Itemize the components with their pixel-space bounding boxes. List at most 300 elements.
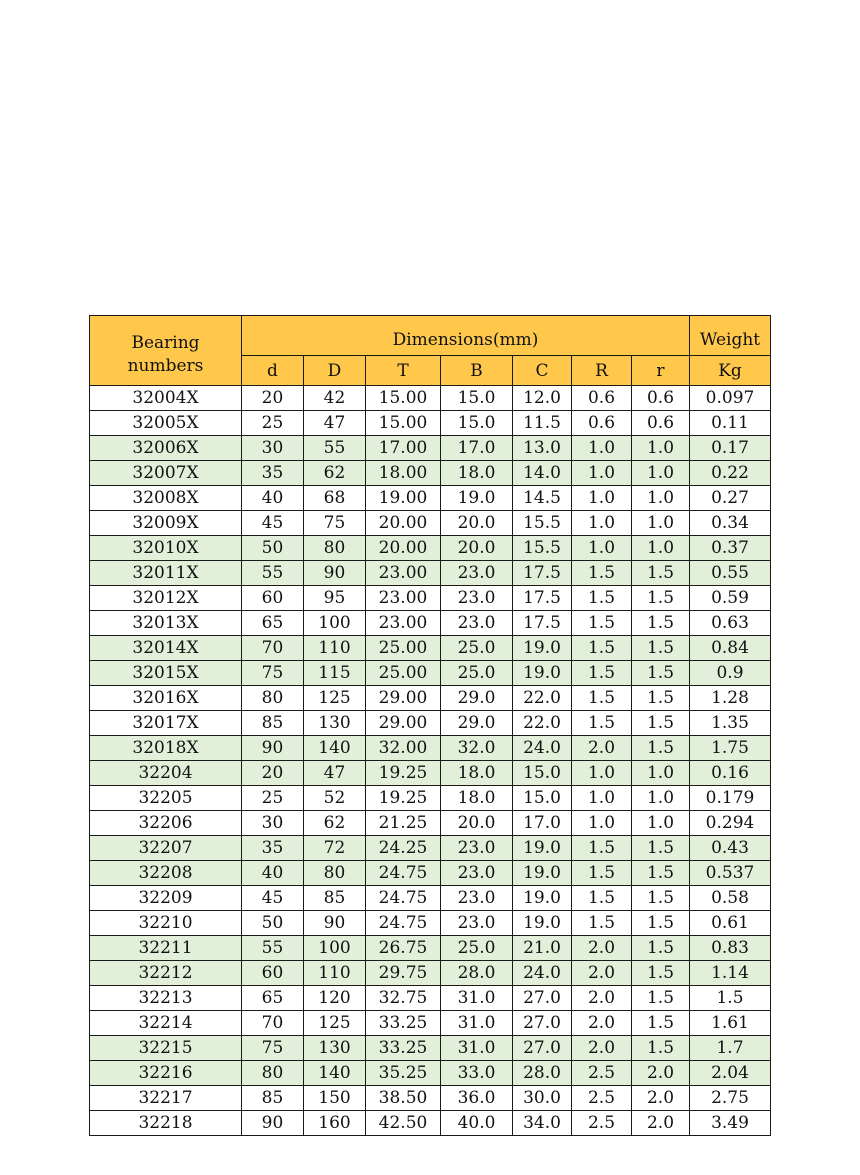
cell-B: 31.0 xyxy=(441,1011,513,1036)
cell-T: 38.50 xyxy=(366,1086,441,1111)
col-header-T: T xyxy=(366,356,441,386)
cell-C: 28.0 xyxy=(513,1061,572,1086)
cell-T: 23.00 xyxy=(366,586,441,611)
cell-R: 1.5 xyxy=(572,861,632,886)
cell-C: 15.5 xyxy=(513,511,572,536)
cell-T: 15.00 xyxy=(366,386,441,411)
table-row xyxy=(90,1111,771,1136)
cell-T: 24.25 xyxy=(366,836,441,861)
cell-R: 1.5 xyxy=(572,686,632,711)
cell-weight: 2.75 xyxy=(690,1086,771,1111)
cell-bearing-number: 32209 xyxy=(90,886,242,911)
cell-T: 25.00 xyxy=(366,636,441,661)
cell-r: 1.5 xyxy=(632,1036,690,1061)
cell-d: 60 xyxy=(242,586,304,611)
table-row xyxy=(90,686,771,711)
cell-C: 17.5 xyxy=(513,611,572,636)
cell-C: 30.0 xyxy=(513,1086,572,1111)
cell-r: 1.5 xyxy=(632,961,690,986)
cell-R: 2.5 xyxy=(572,1086,632,1111)
cell-B: 23.0 xyxy=(441,911,513,936)
cell-C: 19.0 xyxy=(513,636,572,661)
cell-r: 1.0 xyxy=(632,811,690,836)
cell-weight: 1.5 xyxy=(690,986,771,1011)
cell-r: 1.5 xyxy=(632,736,690,761)
cell-D: 125 xyxy=(304,686,366,711)
cell-weight: 0.61 xyxy=(690,911,771,936)
cell-weight: 0.43 xyxy=(690,836,771,861)
cell-T: 32.75 xyxy=(366,986,441,1011)
cell-r: 1.5 xyxy=(632,861,690,886)
cell-d: 90 xyxy=(242,736,304,761)
cell-weight: 0.63 xyxy=(690,611,771,636)
cell-r: 1.0 xyxy=(632,536,690,561)
cell-T: 26.75 xyxy=(366,936,441,961)
cell-R: 1.0 xyxy=(572,461,632,486)
cell-r: 2.0 xyxy=(632,1061,690,1086)
cell-d: 70 xyxy=(242,1011,304,1036)
cell-d: 50 xyxy=(242,911,304,936)
cell-r: 1.0 xyxy=(632,786,690,811)
table-row xyxy=(90,786,771,811)
cell-B: 20.0 xyxy=(441,536,513,561)
cell-C: 13.0 xyxy=(513,436,572,461)
table-row xyxy=(90,611,771,636)
cell-bearing-number: 32214 xyxy=(90,1011,242,1036)
cell-T: 29.00 xyxy=(366,686,441,711)
cell-r: 1.0 xyxy=(632,461,690,486)
cell-C: 14.0 xyxy=(513,461,572,486)
col-header-d: d xyxy=(242,356,304,386)
cell-B: 33.0 xyxy=(441,1061,513,1086)
cell-T: 18.00 xyxy=(366,461,441,486)
cell-B: 15.0 xyxy=(441,386,513,411)
cell-weight: 0.179 xyxy=(690,786,771,811)
cell-B: 25.0 xyxy=(441,636,513,661)
cell-B: 25.0 xyxy=(441,661,513,686)
cell-r: 1.5 xyxy=(632,986,690,1011)
cell-R: 1.0 xyxy=(572,811,632,836)
cell-R: 1.5 xyxy=(572,586,632,611)
cell-d: 25 xyxy=(242,411,304,436)
table-row xyxy=(90,886,771,911)
cell-D: 110 xyxy=(304,961,366,986)
cell-bearing-number: 32008X xyxy=(90,486,242,511)
table-row xyxy=(90,436,771,461)
table-row xyxy=(90,1011,771,1036)
bearing-header-line1: Bearing xyxy=(131,332,200,353)
cell-d: 55 xyxy=(242,936,304,961)
cell-C: 15.0 xyxy=(513,786,572,811)
cell-B: 17.0 xyxy=(441,436,513,461)
cell-D: 100 xyxy=(304,936,366,961)
cell-R: 2.0 xyxy=(572,961,632,986)
bearing-dimensions-table xyxy=(89,315,771,1136)
cell-r: 1.5 xyxy=(632,936,690,961)
cell-r: 1.0 xyxy=(632,511,690,536)
cell-R: 0.6 xyxy=(572,386,632,411)
cell-C: 24.0 xyxy=(513,961,572,986)
cell-bearing-number: 32015X xyxy=(90,661,242,686)
cell-r: 0.6 xyxy=(632,411,690,436)
table-row xyxy=(90,486,771,511)
col-header-D: D xyxy=(304,356,366,386)
cell-D: 72 xyxy=(304,836,366,861)
cell-bearing-number: 32011X xyxy=(90,561,242,586)
cell-C: 19.0 xyxy=(513,836,572,861)
cell-bearing-number: 32006X xyxy=(90,436,242,461)
cell-bearing-number: 32216 xyxy=(90,1061,242,1086)
cell-D: 150 xyxy=(304,1086,366,1111)
table-row xyxy=(90,986,771,1011)
cell-D: 140 xyxy=(304,736,366,761)
cell-R: 1.0 xyxy=(572,436,632,461)
cell-bearing-number: 32204 xyxy=(90,761,242,786)
bearing-numbers-header xyxy=(90,316,242,386)
cell-C: 17.5 xyxy=(513,586,572,611)
cell-bearing-number: 32017X xyxy=(90,711,242,736)
cell-R: 1.5 xyxy=(572,836,632,861)
cell-weight: 0.27 xyxy=(690,486,771,511)
cell-r: 0.6 xyxy=(632,386,690,411)
table-row xyxy=(90,636,771,661)
cell-r: 1.5 xyxy=(632,661,690,686)
cell-bearing-number: 32010X xyxy=(90,536,242,561)
cell-bearing-number: 32005X xyxy=(90,411,242,436)
cell-B: 18.0 xyxy=(441,786,513,811)
cell-C: 14.5 xyxy=(513,486,572,511)
cell-C: 19.0 xyxy=(513,661,572,686)
table-row xyxy=(90,936,771,961)
cell-T: 24.75 xyxy=(366,911,441,936)
cell-weight: 0.84 xyxy=(690,636,771,661)
cell-r: 1.0 xyxy=(632,436,690,461)
cell-B: 23.0 xyxy=(441,861,513,886)
cell-B: 23.0 xyxy=(441,886,513,911)
cell-C: 12.0 xyxy=(513,386,572,411)
cell-C: 19.0 xyxy=(513,861,572,886)
cell-B: 36.0 xyxy=(441,1086,513,1111)
cell-r: 1.5 xyxy=(632,836,690,861)
cell-r: 1.5 xyxy=(632,886,690,911)
cell-C: 19.0 xyxy=(513,911,572,936)
table-row xyxy=(90,536,771,561)
cell-B: 20.0 xyxy=(441,511,513,536)
cell-T: 33.25 xyxy=(366,1036,441,1061)
cell-weight: 1.7 xyxy=(690,1036,771,1061)
cell-R: 2.5 xyxy=(572,1111,632,1136)
cell-B: 23.0 xyxy=(441,561,513,586)
cell-T: 19.25 xyxy=(366,761,441,786)
cell-weight: 0.58 xyxy=(690,886,771,911)
cell-r: 1.5 xyxy=(632,911,690,936)
cell-R: 1.5 xyxy=(572,561,632,586)
cell-D: 80 xyxy=(304,861,366,886)
cell-bearing-number: 32004X xyxy=(90,386,242,411)
cell-r: 1.0 xyxy=(632,486,690,511)
cell-r: 1.5 xyxy=(632,636,690,661)
cell-R: 1.5 xyxy=(572,886,632,911)
cell-d: 55 xyxy=(242,561,304,586)
table-row xyxy=(90,586,771,611)
cell-d: 75 xyxy=(242,1036,304,1061)
cell-T: 19.00 xyxy=(366,486,441,511)
cell-T: 24.75 xyxy=(366,886,441,911)
table-row xyxy=(90,711,771,736)
col-header-C: C xyxy=(513,356,572,386)
cell-d: 25 xyxy=(242,786,304,811)
cell-d: 20 xyxy=(242,386,304,411)
cell-D: 125 xyxy=(304,1011,366,1036)
cell-r: 1.5 xyxy=(632,561,690,586)
cell-r: 1.5 xyxy=(632,611,690,636)
table-header xyxy=(90,316,771,386)
cell-R: 2.5 xyxy=(572,1061,632,1086)
cell-B: 32.0 xyxy=(441,736,513,761)
cell-d: 70 xyxy=(242,636,304,661)
table-row xyxy=(90,661,771,686)
cell-bearing-number: 32207 xyxy=(90,836,242,861)
cell-d: 35 xyxy=(242,461,304,486)
cell-T: 21.25 xyxy=(366,811,441,836)
cell-D: 52 xyxy=(304,786,366,811)
cell-B: 29.0 xyxy=(441,711,513,736)
cell-bearing-number: 32206 xyxy=(90,811,242,836)
cell-d: 30 xyxy=(242,436,304,461)
cell-C: 17.5 xyxy=(513,561,572,586)
cell-T: 29.75 xyxy=(366,961,441,986)
cell-weight: 2.04 xyxy=(690,1061,771,1086)
cell-T: 25.00 xyxy=(366,661,441,686)
cell-r: 2.0 xyxy=(632,1111,690,1136)
cell-B: 25.0 xyxy=(441,936,513,961)
table-row xyxy=(90,411,771,436)
col-header-B: B xyxy=(441,356,513,386)
cell-R: 1.5 xyxy=(572,661,632,686)
cell-bearing-number: 32012X xyxy=(90,586,242,611)
cell-R: 1.5 xyxy=(572,711,632,736)
cell-weight: 0.59 xyxy=(690,586,771,611)
cell-B: 18.0 xyxy=(441,761,513,786)
table-row xyxy=(90,1086,771,1111)
cell-C: 24.0 xyxy=(513,736,572,761)
cell-r: 1.5 xyxy=(632,686,690,711)
table-row xyxy=(90,511,771,536)
cell-weight: 0.11 xyxy=(690,411,771,436)
cell-r: 1.0 xyxy=(632,761,690,786)
cell-d: 20 xyxy=(242,761,304,786)
cell-d: 80 xyxy=(242,686,304,711)
cell-weight: 3.49 xyxy=(690,1111,771,1136)
cell-D: 120 xyxy=(304,986,366,1011)
cell-weight: 0.55 xyxy=(690,561,771,586)
cell-B: 31.0 xyxy=(441,986,513,1011)
cell-weight: 0.294 xyxy=(690,811,771,836)
cell-D: 130 xyxy=(304,1036,366,1061)
cell-d: 75 xyxy=(242,661,304,686)
table-row xyxy=(90,761,771,786)
cell-bearing-number: 32009X xyxy=(90,511,242,536)
cell-D: 47 xyxy=(304,761,366,786)
cell-D: 130 xyxy=(304,711,366,736)
cell-d: 50 xyxy=(242,536,304,561)
cell-weight: 0.37 xyxy=(690,536,771,561)
cell-D: 110 xyxy=(304,636,366,661)
cell-T: 23.00 xyxy=(366,611,441,636)
cell-R: 1.5 xyxy=(572,611,632,636)
cell-C: 22.0 xyxy=(513,686,572,711)
cell-D: 140 xyxy=(304,1061,366,1086)
cell-T: 19.25 xyxy=(366,786,441,811)
cell-d: 40 xyxy=(242,861,304,886)
cell-R: 1.0 xyxy=(572,786,632,811)
cell-R: 1.0 xyxy=(572,761,632,786)
cell-R: 1.0 xyxy=(572,536,632,561)
cell-bearing-number: 32212 xyxy=(90,961,242,986)
cell-weight: 0.16 xyxy=(690,761,771,786)
cell-C: 11.5 xyxy=(513,411,572,436)
cell-D: 55 xyxy=(304,436,366,461)
cell-bearing-number: 32018X xyxy=(90,736,242,761)
cell-B: 40.0 xyxy=(441,1111,513,1136)
cell-bearing-number: 32217 xyxy=(90,1086,242,1111)
cell-B: 23.0 xyxy=(441,586,513,611)
cell-weight: 0.22 xyxy=(690,461,771,486)
cell-B: 29.0 xyxy=(441,686,513,711)
cell-T: 29.00 xyxy=(366,711,441,736)
cell-B: 31.0 xyxy=(441,1036,513,1061)
table-row xyxy=(90,461,771,486)
cell-R: 2.0 xyxy=(572,1036,632,1061)
col-header-R: R xyxy=(572,356,632,386)
cell-B: 19.0 xyxy=(441,486,513,511)
cell-d: 45 xyxy=(242,511,304,536)
cell-C: 19.0 xyxy=(513,886,572,911)
cell-d: 90 xyxy=(242,1111,304,1136)
cell-weight: 1.75 xyxy=(690,736,771,761)
table-row xyxy=(90,1061,771,1086)
cell-bearing-number: 32205 xyxy=(90,786,242,811)
cell-bearing-number: 32210 xyxy=(90,911,242,936)
cell-bearing-number: 32013X xyxy=(90,611,242,636)
cell-C: 27.0 xyxy=(513,1011,572,1036)
cell-r: 1.5 xyxy=(632,586,690,611)
cell-C: 27.0 xyxy=(513,1036,572,1061)
cell-C: 21.0 xyxy=(513,936,572,961)
cell-T: 42.50 xyxy=(366,1111,441,1136)
cell-weight: 1.14 xyxy=(690,961,771,986)
cell-weight: 1.35 xyxy=(690,711,771,736)
cell-D: 85 xyxy=(304,886,366,911)
table-row xyxy=(90,811,771,836)
cell-T: 24.75 xyxy=(366,861,441,886)
cell-weight: 0.9 xyxy=(690,661,771,686)
cell-D: 90 xyxy=(304,911,366,936)
cell-D: 80 xyxy=(304,536,366,561)
cell-r: 1.5 xyxy=(632,1011,690,1036)
col-header-r: r xyxy=(632,356,690,386)
cell-R: 2.0 xyxy=(572,1011,632,1036)
cell-weight: 1.61 xyxy=(690,1011,771,1036)
table-row xyxy=(90,1036,771,1061)
cell-D: 95 xyxy=(304,586,366,611)
table-row xyxy=(90,836,771,861)
cell-B: 23.0 xyxy=(441,611,513,636)
cell-weight: 0.097 xyxy=(690,386,771,411)
cell-B: 15.0 xyxy=(441,411,513,436)
cell-bearing-number: 32014X xyxy=(90,636,242,661)
table-row xyxy=(90,861,771,886)
cell-T: 15.00 xyxy=(366,411,441,436)
table-row xyxy=(90,961,771,986)
table-row xyxy=(90,561,771,586)
dimensions-header: Dimensions(mm) xyxy=(242,316,690,356)
cell-bearing-number: 32213 xyxy=(90,986,242,1011)
cell-D: 68 xyxy=(304,486,366,511)
cell-T: 20.00 xyxy=(366,536,441,561)
cell-d: 30 xyxy=(242,811,304,836)
cell-C: 17.0 xyxy=(513,811,572,836)
bearing-header-line2: numbers xyxy=(127,355,204,376)
cell-d: 85 xyxy=(242,1086,304,1111)
cell-bearing-number: 32007X xyxy=(90,461,242,486)
cell-r: 1.5 xyxy=(632,711,690,736)
cell-d: 40 xyxy=(242,486,304,511)
header-row-1 xyxy=(90,316,771,356)
cell-C: 15.5 xyxy=(513,536,572,561)
cell-weight: 0.34 xyxy=(690,511,771,536)
cell-T: 20.00 xyxy=(366,511,441,536)
table-row xyxy=(90,386,771,411)
cell-weight: 0.537 xyxy=(690,861,771,886)
cell-B: 20.0 xyxy=(441,811,513,836)
cell-D: 42 xyxy=(304,386,366,411)
table-row xyxy=(90,911,771,936)
cell-d: 45 xyxy=(242,886,304,911)
table-body xyxy=(90,386,771,1136)
cell-bearing-number: 32218 xyxy=(90,1111,242,1136)
weight-header: Weight xyxy=(690,316,771,356)
cell-bearing-number: 32211 xyxy=(90,936,242,961)
cell-d: 85 xyxy=(242,711,304,736)
cell-C: 22.0 xyxy=(513,711,572,736)
bearing-table-container xyxy=(89,315,771,1136)
cell-R: 2.0 xyxy=(572,986,632,1011)
cell-weight: 0.83 xyxy=(690,936,771,961)
cell-D: 47 xyxy=(304,411,366,436)
cell-d: 35 xyxy=(242,836,304,861)
cell-weight: 0.17 xyxy=(690,436,771,461)
cell-B: 23.0 xyxy=(441,836,513,861)
cell-T: 23.00 xyxy=(366,561,441,586)
cell-D: 75 xyxy=(304,511,366,536)
cell-d: 65 xyxy=(242,611,304,636)
cell-R: 1.5 xyxy=(572,911,632,936)
cell-r: 2.0 xyxy=(632,1086,690,1111)
col-header-weight-unit: Kg xyxy=(690,356,771,386)
cell-T: 17.00 xyxy=(366,436,441,461)
table-row xyxy=(90,736,771,761)
cell-D: 90 xyxy=(304,561,366,586)
cell-R: 1.0 xyxy=(572,511,632,536)
cell-T: 35.25 xyxy=(366,1061,441,1086)
cell-bearing-number: 32215 xyxy=(90,1036,242,1061)
cell-B: 28.0 xyxy=(441,961,513,986)
cell-d: 60 xyxy=(242,961,304,986)
cell-B: 18.0 xyxy=(441,461,513,486)
cell-bearing-number: 32208 xyxy=(90,861,242,886)
cell-T: 33.25 xyxy=(366,1011,441,1036)
